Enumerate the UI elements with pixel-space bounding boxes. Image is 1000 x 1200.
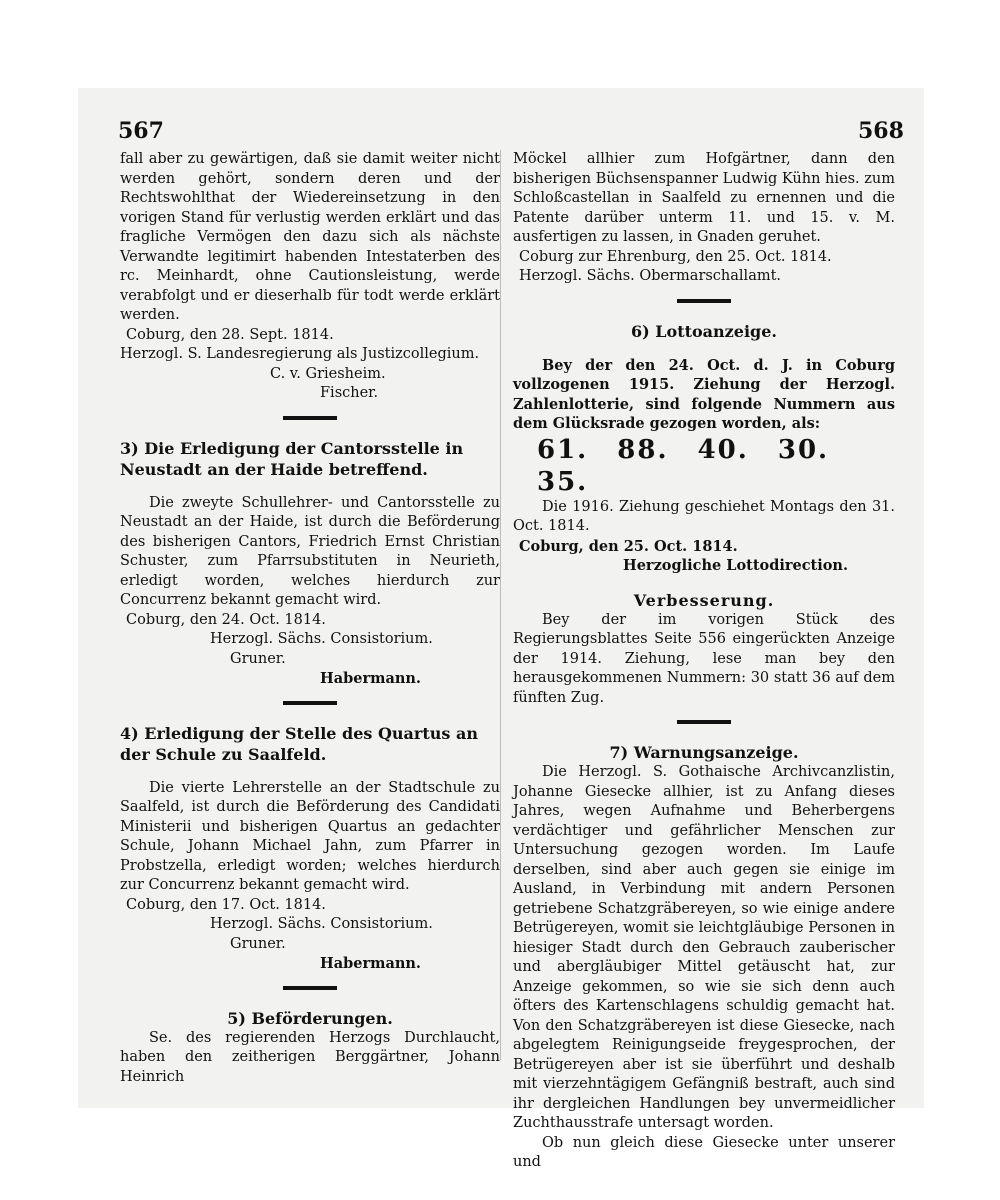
paragraph: Die vierte Lehrerstelle an der Stadtschule zu Saalfeld, ist durch die Beförderung des Candidati Ministerii und bisherigen Quartus an gedachter Schule, Johann Michael Jahn, zum Pfarrer in Probstzella, erledigt worden; welches hierdurch zur Concurrenz bekannt gemacht wird.	[120, 779, 500, 893]
signature-place-date: Coburg, den 17. Oct. 1814.	[126, 896, 326, 913]
paragraph: Möckel allhier zum Hofgärtner, dann den bisherigen Büchsenspanner Ludwig Kühn hies. zum Schloßcastellan in Saalfeld zu ernennen und die Patente darüber unterm 11. und 15. v. M. ausfertigen zu lassen, in Gnaden geruhet.	[513, 151, 895, 245]
section-divider	[283, 701, 337, 705]
lottery-numbers: 61. 88. 40. 30. 35.	[537, 434, 830, 497]
paragraph: Die 1916. Ziehung geschiehet Montags den 31. Oct. 1814.	[513, 498, 895, 534]
signature-authority: Herzogl. Sächs. Obermarschallamt.	[519, 268, 782, 284]
paragraph: fall aber zu gewärtigen, daß sie damit weiter nicht werden gehört, sondern deren und der Rechtswohlthat der Wiedereinsetzung in den vorigen Stand für verlustig werden erklärt und das fragliche Vermögen den dazu sich als nächste Verwandte legitimirt habenden Intestaterben des rc. Meinhardt, ohne Cautionsleistung, werde verabfolgt und er dieserhalb für todt werde erklärt werden.	[120, 151, 500, 323]
signature-name: Gruner.	[230, 650, 286, 667]
section-divider	[677, 720, 731, 724]
right-column	[513, 150, 895, 1173]
signature-place-date: Coburg, den 28. Sept. 1814.	[126, 326, 334, 343]
signature-name: Habermann.	[320, 955, 421, 972]
signature-place-date: Coburg, den 24. Oct. 1814.	[126, 611, 326, 628]
page-number-left: 567	[118, 118, 164, 144]
section-divider	[283, 986, 337, 990]
paragraph: Die Herzogl. S. Gothaische Archivcanzlistin, Johanne Giesecke allhier, ist zu Anfang dieses Jahres, wegen Aufnahme und Beherbergens verdächtiger und gefährlicher Menschen zur Untersuchung gezogen worden. Im Laufe derselben, sind aber auch gegen sie einige im Ausland, in Verbindung mit andern Personen getriebene Schatzgräbereyen, so wie einige andere Betrügereyen, womit sie leichtgläubige Personen in hiesiger Stadt durch den Gebrauch zauberischer und abergläubiger Mittel getäuscht hat, zur Anzeige gekommen, so wie sie sich denn auch öfters des Kartenschlagens schuldig gemacht hat. Von den Schatzgräbereyen ist diese Giesecke, nach abgelegtem Reinigungseide freygesprochen, der Betrügereyen aber ist sie überführt und deshalb mit vierzehntägigem Gefängniß bestraft, auch sind ihr dergleichen Handlungen bey unvermeidlicher Zuchthausstrafe untersagt worden.	[513, 764, 895, 1131]
signature-name: C. v. Griesheim.	[270, 365, 386, 382]
signature-authority: Herzogliche Lottodirection.	[623, 557, 849, 574]
signature-authority: Herzogl. Sächs. Consistorium.	[210, 631, 433, 647]
paragraph: Ob nun gleich diese Giesecke unter unserer und	[513, 1134, 895, 1170]
section-heading: 5) Beförderungen.	[227, 1008, 393, 1028]
section-heading: 7) Warnungsanzeige.	[609, 743, 799, 762]
signature-name: Habermann.	[320, 670, 421, 687]
page-number-right: 568	[858, 118, 904, 144]
paragraph: Bey der im vorigen Stück des Regierungsblattes Seite 556 eingerückten Anzeige der 1914. Ziehung, lese man bey den herausgekommenen Nummern: 30 statt 36 auf dem fünften Zug.	[513, 611, 895, 706]
signature-authority: Herzogl. Sächs. Consistorium.	[210, 916, 433, 932]
paragraph: Se. des regierenden Herzogs Durchlaucht, haben den zeitherigen Berggärtner, Johann Heinrich	[120, 1029, 500, 1085]
signature-name: Gruner.	[230, 935, 286, 952]
section-heading: 6) Lottoanzeige.	[631, 321, 777, 341]
section-divider	[677, 299, 731, 303]
signature-place-date: Coburg zur Ehrenburg, den 25. Oct. 1814.	[519, 248, 832, 265]
signature-place-date: Coburg, den 25. Oct. 1814.	[519, 537, 738, 555]
column-divider	[500, 150, 501, 1060]
section-heading: 3) Die Erledigung der Cantorsstelle in Neustadt an der Haide betreffend.	[120, 438, 464, 479]
section-divider	[283, 416, 337, 420]
signature-name: Fischer.	[320, 385, 379, 401]
left-column	[120, 150, 500, 1087]
section-heading: 4) Erledigung der Stelle des Quartus an der Schule zu Saalfeld.	[120, 723, 478, 764]
signature-authority: Herzogl. S. Landesregierung als Justizcollegium.	[120, 346, 480, 362]
paragraph: Die zweyte Schullehrer- und Cantorsstelle zu Neustadt an der Haide, ist durch die Beförderung des bisherigen Cantors, Friedrich Ernst Christian Schuster, zum Pfarrsubstituten in Neurieth, erledigt worden, welches hierdurch zur Concurrenz bekannt gemacht wird.	[120, 494, 500, 608]
correction-heading: Verbesserung.	[633, 590, 775, 610]
paragraph: Bey der den 24. Oct. d. J. in Coburg vollzogenen 1915. Ziehung der Herzogl. Zahlenlotterie, sind folgende Nummern aus dem Glücksrade gezogen worden, als:	[513, 356, 895, 432]
